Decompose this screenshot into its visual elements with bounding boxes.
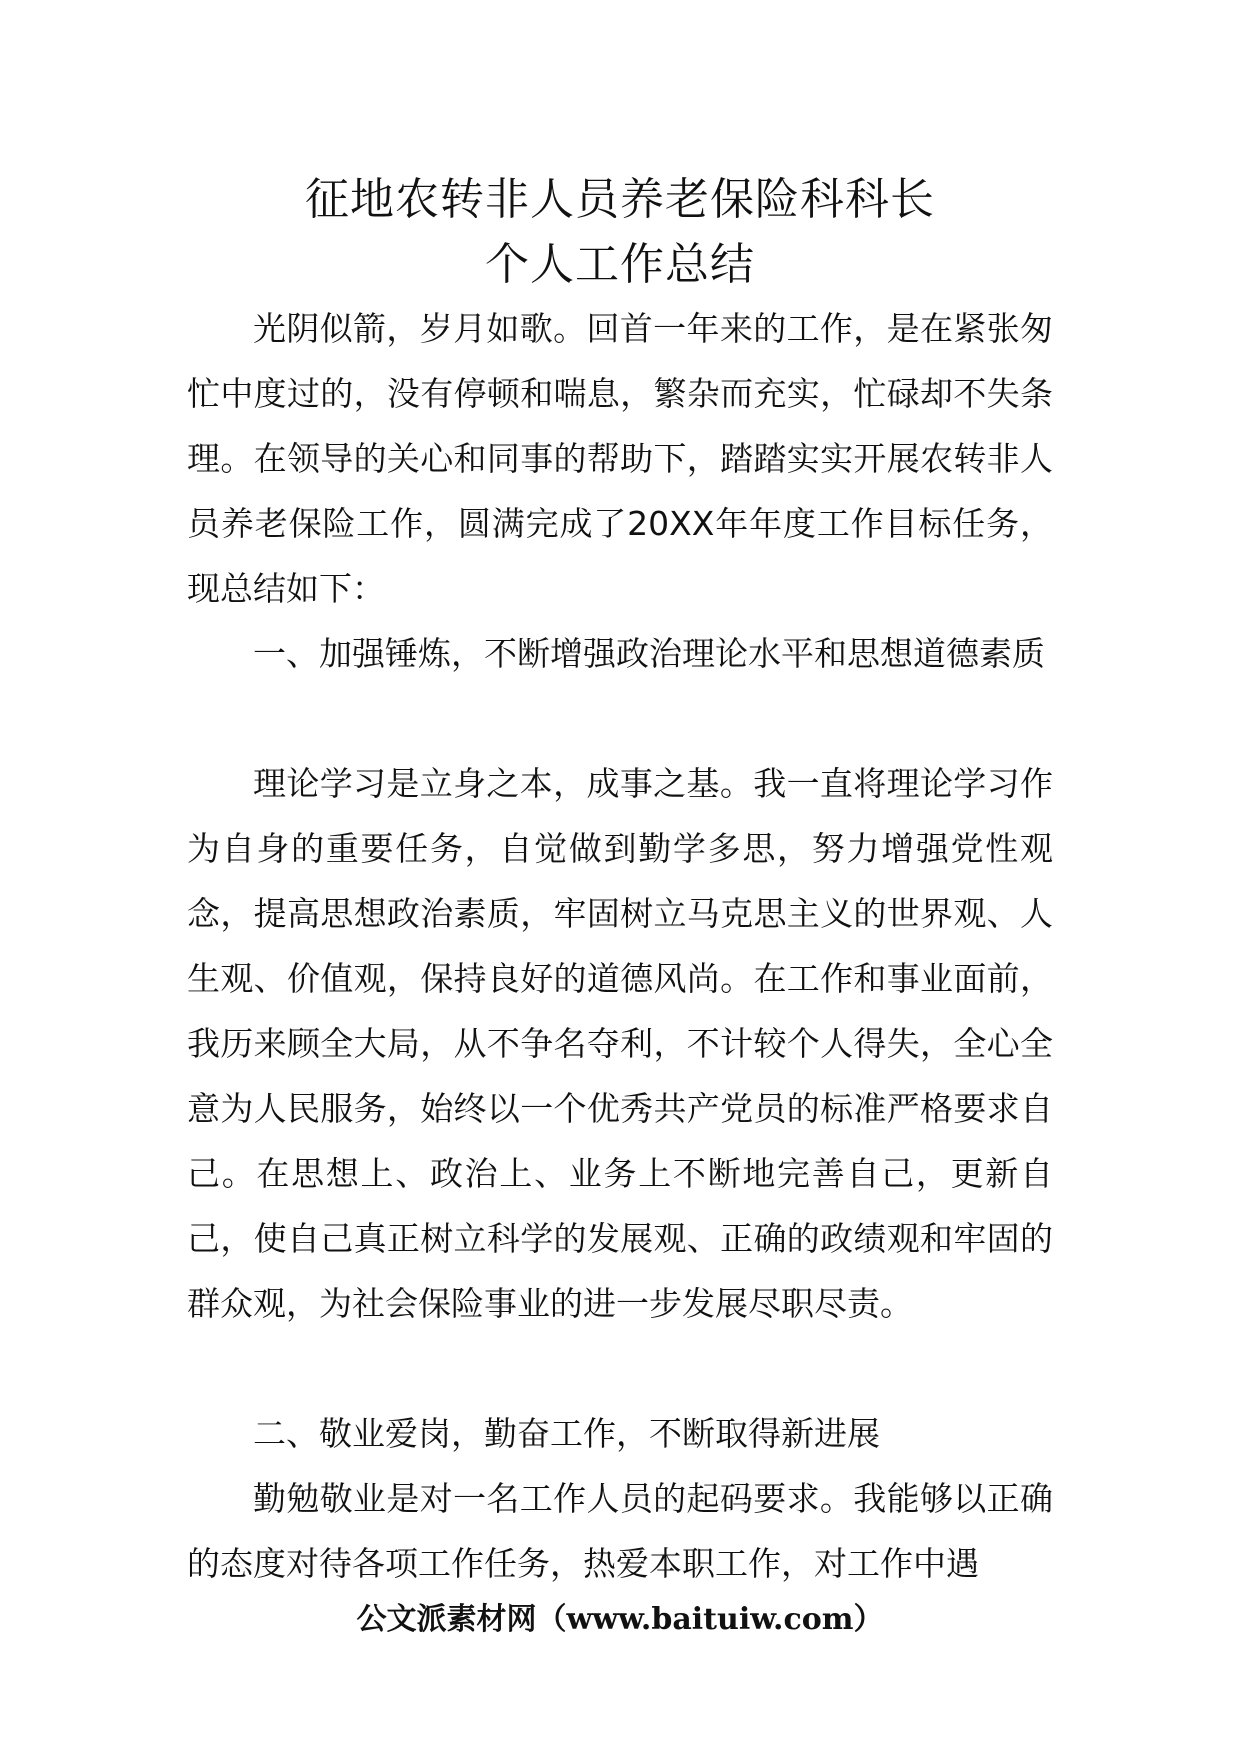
intro-paragraph bbox=[187, 296, 1053, 621]
section2-paragraph bbox=[187, 1466, 1053, 1596]
section2-heading bbox=[187, 1401, 1053, 1466]
section2-text: 勤勉敬业是对一名工作人员的起码要求。我能够以正确的态度对待各项工作任务，热爱本职工作，对工作中遇 bbox=[187, 1479, 1053, 1583]
document-title-line2: 个人工作总结 bbox=[485, 239, 755, 290]
section2-heading-text: 二、敬业爱岗，勤奋工作，不断取得新进展 bbox=[253, 1414, 880, 1453]
intro-text: 光阴似箭，岁月如歌。回首一年来的工作，是在紧张匆忙中度过的，没有停顿和喘息，繁杂而充实，忙碌却不失条理。在领导的关心和同事的帮助下，踏踏实实开展农转非人员养老保险工作，圆满完成了20XX年年度工作目标任务，现总结如下： bbox=[187, 309, 1053, 608]
section1-heading bbox=[187, 621, 1053, 686]
section1-heading-text: 一、加强锤炼，不断增强政治理论水平和思想道德素质 bbox=[253, 634, 1045, 673]
section1-text: 理论学习是立身之本，成事之基。我一直将理论学习作为自身的重要任务，自觉做到勤学多思，努力增强党性观念，提高思想政治素质，牢固树立马克思主义的世界观、人生观、价值观，保持良好的道德风尚。在工作和事业面前，我历来顾全大局，从不争名夺利，不计较个人得失，全心全意为人民服务，始终以一个优秀共产党员的标准严格要求自己。在思想上、政治上、业务上不断地完善自己，更新自己，使自己真正树立科学的发展观、正确的政绩观和牢固的群众观，为社会保险事业的进一步发展尽职尽责。 bbox=[187, 764, 1053, 1323]
document-title-line1: 征地农转非人员养老保险科科长 bbox=[305, 174, 935, 225]
section1-paragraph bbox=[187, 751, 1053, 1336]
footer-watermark: 公文派素材网（www.baituiw.com） bbox=[356, 1602, 884, 1637]
